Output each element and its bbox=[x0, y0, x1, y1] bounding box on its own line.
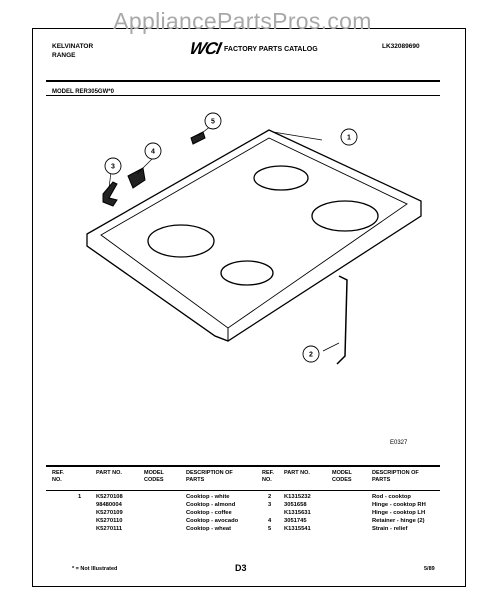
callout-label: 3 bbox=[111, 163, 115, 171]
watermark: AppliancePartsPros.com bbox=[113, 8, 372, 34]
catalog-header bbox=[190, 39, 318, 59]
burner-opening bbox=[312, 201, 378, 231]
table-part: 3051745 bbox=[284, 518, 307, 524]
catalog-title: FACTORY PARTS CATALOG bbox=[224, 45, 318, 53]
diagram-code: E0327 bbox=[390, 440, 408, 446]
brand-block bbox=[52, 42, 93, 60]
retainer-part bbox=[128, 168, 145, 188]
model-number: MODEL RER305GW*0 bbox=[52, 89, 114, 95]
table-desc: Cooktop - wheat bbox=[186, 526, 232, 532]
table-part: K5270111 bbox=[96, 526, 123, 532]
table-part: 98480004 bbox=[96, 502, 122, 508]
callout-label: 1 bbox=[347, 134, 351, 142]
table-desc: Strain - relief bbox=[372, 526, 408, 532]
table-desc: Rod - cooktop bbox=[372, 494, 411, 500]
header-rule bbox=[46, 80, 440, 82]
cooktop-outline bbox=[87, 130, 421, 341]
table-top-rule bbox=[46, 465, 440, 467]
brand-name: KELVINATOR bbox=[52, 43, 94, 50]
table-desc: Cooktop - coffee bbox=[186, 510, 232, 516]
table-ref: 5 bbox=[268, 526, 272, 532]
table-part: K5270110 bbox=[96, 518, 123, 524]
table-desc: Hinge - cooktop RH bbox=[372, 502, 426, 508]
burner-opening bbox=[221, 261, 273, 285]
footnote: * = Not Illustrated bbox=[72, 566, 118, 572]
hinge-rh-part bbox=[103, 182, 117, 206]
table-ref: 3 bbox=[268, 502, 272, 508]
table-part: K1315232 bbox=[284, 494, 311, 500]
table-desc: Hinge - cooktop LH bbox=[372, 510, 426, 516]
rod-part bbox=[337, 276, 347, 364]
table-desc: Retainer - hinge (2) bbox=[372, 518, 425, 524]
burner-opening bbox=[148, 225, 214, 257]
table-part: K5270109 bbox=[96, 510, 123, 516]
table-desc: Cooktop - avocado bbox=[186, 518, 239, 524]
table-ref: 2 bbox=[268, 494, 272, 500]
header-description: DESCRIPTION OF PARTS bbox=[372, 470, 419, 483]
header-ref-no: REF. NO. bbox=[52, 470, 64, 483]
table-ref: 4 bbox=[268, 518, 272, 524]
table-part: K5270108 bbox=[96, 494, 123, 500]
table-desc: Cooktop - almond bbox=[186, 502, 236, 508]
table-part: 3051658 bbox=[284, 502, 307, 508]
table-desc: Cooktop - white bbox=[186, 494, 230, 500]
wci-logo: WCI bbox=[188, 39, 223, 58]
catalog-code: LK32089690 bbox=[382, 43, 420, 50]
header-part-no: PART NO. bbox=[96, 470, 122, 476]
header-model-codes: MODEL CODES bbox=[332, 470, 352, 483]
page-number: D3 bbox=[235, 563, 247, 573]
cooktop-inner-edge bbox=[101, 138, 407, 328]
table-ref: 1 bbox=[78, 494, 82, 500]
burner-opening bbox=[254, 166, 308, 190]
header-part-no: PART NO. bbox=[284, 470, 310, 476]
strain-relief-part bbox=[191, 132, 205, 144]
callout-label: 2 bbox=[309, 351, 313, 359]
exploded-diagram bbox=[33, 96, 465, 456]
callout-label: 5 bbox=[211, 118, 215, 126]
table-part: K1315631 bbox=[284, 510, 311, 516]
header-ref-no: REF. NO. bbox=[262, 470, 274, 483]
product-name: RANGE bbox=[52, 52, 76, 59]
callout-label: 4 bbox=[151, 148, 155, 156]
table-part: K1315541 bbox=[284, 526, 311, 532]
table-header-rule bbox=[46, 490, 440, 491]
header-description: DESCRIPTION OF PARTS bbox=[186, 470, 233, 483]
header-model-codes: MODEL CODES bbox=[144, 470, 164, 483]
publish-date: 5/89 bbox=[424, 566, 435, 572]
